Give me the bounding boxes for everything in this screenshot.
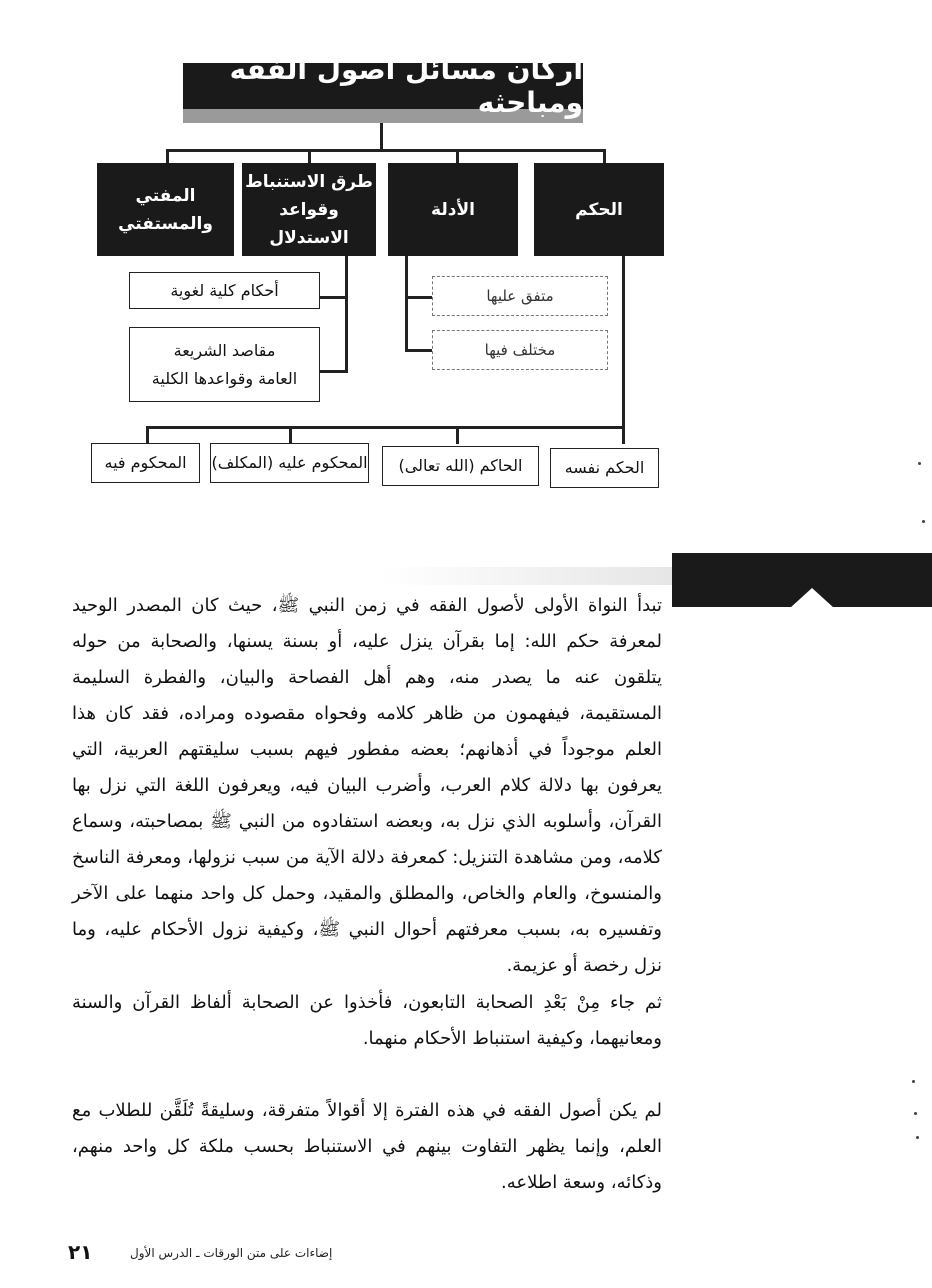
- connector: [405, 349, 432, 352]
- connector: [146, 426, 625, 429]
- pillar-label: الأدلة: [431, 199, 475, 220]
- paragraph-3: لم يكن أصول الفقه في هذه الفترة إلا أقوالاً متفرقة، وسليقةً تُلَقَّن للطلاب مع العلم، وإنما يظهر التفاوت بينهم في الاستنباط بحسب ملكة كل واحد منهم، وذكائه، وسعة اطلاعه.: [72, 1100, 662, 1193]
- connector: [380, 123, 383, 151]
- paragraph-1: تبدأ النواة الأولى لأصول الفقه في زمن النبي ﷺ، حيث كان المصدر الوحيد لمعرفة حكم الله: إما بقرآن ينزل عليه، أو بسنة يسنها، والصحابة من حوله يتلقون عنه ما يصدر منه، وهم أهل الفصاحة والبيان، والفطرة السليمة المستقيمة، فيفهمون من ظاهر كلامه وفحواه مقصوده ومراده، فقد كان هذا العلم موجوداً في أذهانهم؛ بعضه مفطور فيهم بسبب سليقتهم العربية، التي يعرفون بها دلالة كلام العرب، وأضرب البيان فيه، ويعرفون اللغة التي نزل بها القرآن، وأسلوبه الذي نزل به، وبعضه استفادوه من النبي ﷺ بمصاحبته، وسماع كلامه، ومن مشاهدة التنزيل: كمعرفة دلالة الآية من سبب نزولها، ومعرفة الناسخ والمنسوخ، والعام والخاص، والمطلق والمقيد، وحمل كل واحد منهما على الآخر وتفسيره به، بسبب معرفتهم أحوال النبي ﷺ، وكيفية نزول الأحكام عليه، وما نزل رخصة أو عزيمة.: [72, 595, 662, 976]
- connector: [456, 426, 459, 444]
- child-label: الحكم نفسه: [564, 458, 645, 477]
- pillar-label: الحكم: [575, 199, 623, 220]
- child-label: مختلف فيها: [484, 341, 556, 359]
- pillar-mufti: [97, 163, 234, 256]
- child-label: المحكوم عليه (المكلف): [211, 453, 368, 472]
- diagram-title: [183, 53, 583, 123]
- connector: [622, 256, 625, 428]
- connector: [320, 296, 348, 299]
- connector: [146, 426, 149, 444]
- pillar-adilla: [388, 163, 518, 256]
- pillar-hukm: [534, 163, 664, 256]
- section-band-notch: [790, 588, 834, 608]
- page-number: ٢١: [68, 1240, 93, 1264]
- child-label: أحكام كلية لغوية: [170, 280, 279, 300]
- margin-mark: [916, 1136, 919, 1139]
- section-band-fade: [380, 567, 672, 585]
- hukm-child-mahkum-alayh: [210, 443, 369, 483]
- child-label: متفق عليها: [486, 287, 554, 305]
- connector: [166, 149, 606, 152]
- pillar-label: والمستفتي: [118, 213, 213, 234]
- connector: [320, 370, 348, 373]
- pillar-label: طرق الاستنباط: [245, 171, 373, 192]
- pillar-label: المفتي: [135, 185, 196, 206]
- diagram-title-text: أركان مسائل أصول الفقه ومباحثه: [229, 53, 583, 119]
- pillar-label: وقواعد الاستدلال: [269, 199, 349, 248]
- pillar-istinbat: [242, 163, 376, 256]
- margin-mark: [914, 1112, 917, 1115]
- istinbat-child-lughawiya: [129, 272, 320, 309]
- connector: [405, 256, 408, 351]
- margin-mark: [922, 520, 925, 523]
- connector: [622, 426, 625, 444]
- adilla-child-mukhtalaf: [432, 330, 608, 370]
- adilla-child-muttafaq: [432, 276, 608, 316]
- child-label: مقاصد الشريعة: [173, 340, 276, 360]
- margin-mark: [912, 1080, 915, 1083]
- paragraph-2: ثم جاء مِنْ بَعْدِ الصحابة التابعون، فأخذوا عن الصحابة ألفاظ القرآن والسنة ومعانيهما، وكيفية استنباط الأحكام منهما.: [72, 992, 662, 1049]
- child-label: الحاكم (الله تعالى): [398, 456, 523, 475]
- running-title: إضاءات على متن الورقات ـ الدرس الأول: [130, 1246, 333, 1260]
- child-label: المحكوم فيه: [104, 453, 187, 472]
- connector: [289, 426, 292, 444]
- margin-mark: [918, 462, 921, 465]
- istinbat-child-maqasid: [129, 327, 320, 402]
- child-label: العامة وقواعدها الكلية: [151, 368, 298, 388]
- hukm-child-mahkum-fih: [91, 443, 200, 483]
- hukm-child-hakim: [382, 446, 539, 486]
- connector: [345, 256, 348, 372]
- hukm-child-hukm-nafsuh: [550, 448, 659, 488]
- connector: [405, 296, 432, 299]
